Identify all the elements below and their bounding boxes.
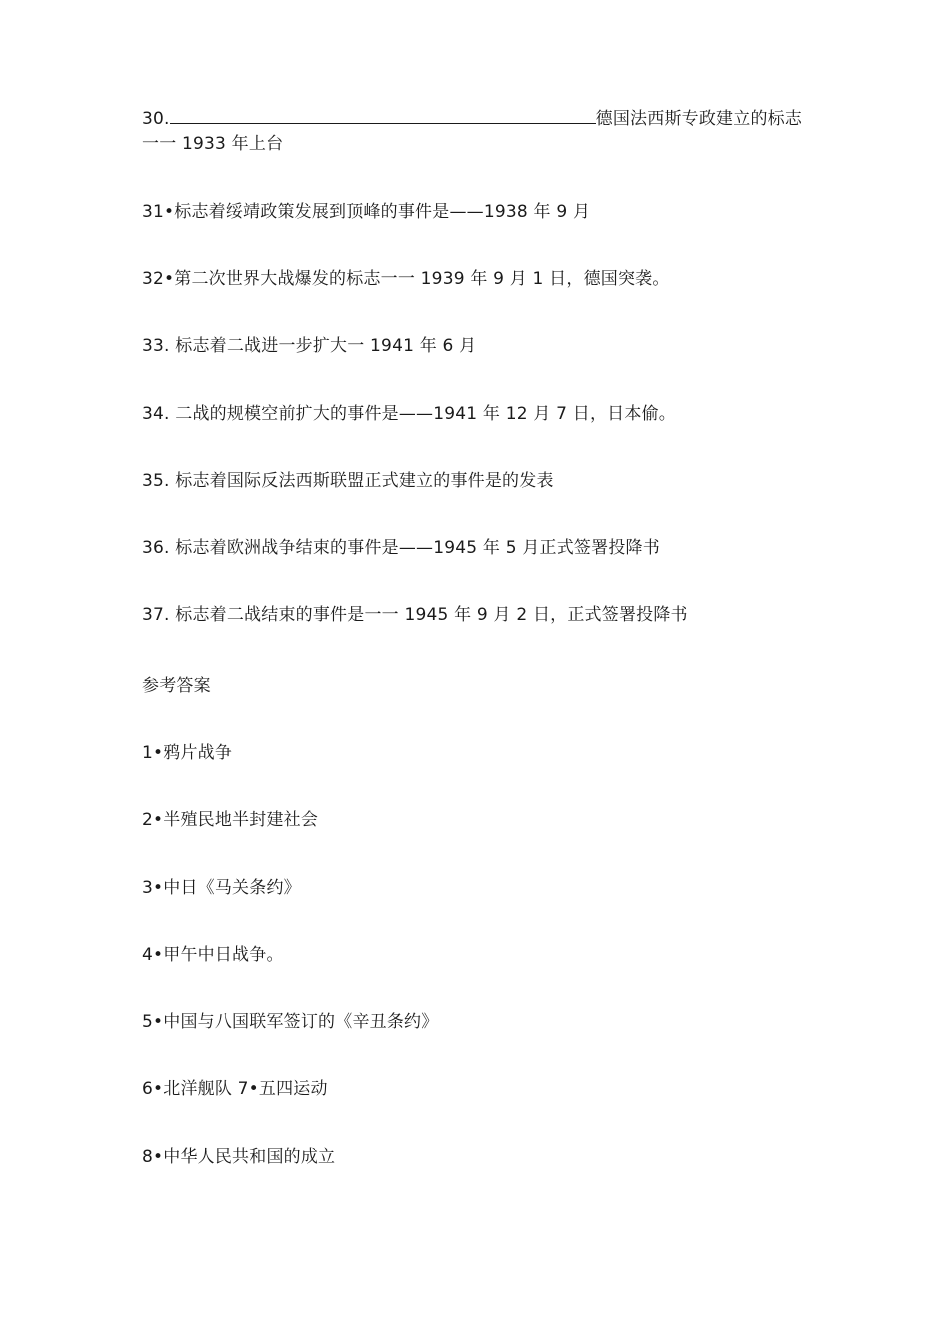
question-30-continuation: 一一 1933 年上台: [142, 134, 284, 154]
answer-item: 4•甲午中日战争。: [142, 945, 284, 965]
question-30-number: 30.: [142, 109, 170, 129]
answer-item: 3•中日《马关条约》: [142, 878, 301, 898]
question-31: 31•标志着绥靖政策发展到顶峰的事件是——1938 年 9 月: [142, 202, 591, 222]
question-35: 35. 标志着国际反法西斯联盟正式建立的事件是的发表: [142, 471, 554, 491]
question-37: 37. 标志着二战结束的事件是一一 1945 年 9 月 2 日，正式签署投降书: [142, 605, 688, 625]
fill-in-blank: [170, 104, 596, 124]
question-32: 32•第二次世界大战爆发的标志一一 1939 年 9 月 1 日，德国突袭。: [142, 269, 670, 289]
answer-item: 6•北洋舰队 7•五四运动: [142, 1079, 328, 1099]
question-30: [142, 104, 802, 132]
answer-item: 1•鸦片战争: [142, 743, 233, 763]
question-34: 34. 二战的规模空前扩大的事件是——1941 年 12 月 7 日，日本偷。: [142, 404, 676, 424]
question-36: 36. 标志着欧洲战争结束的事件是——1945 年 5 月正式签署投降书: [142, 538, 660, 558]
question-30-text: 德国法西斯专政建立的标志: [595, 109, 803, 129]
answer-item: 2•半殖民地半封建社会: [142, 810, 319, 830]
answer-item: 5•中国与八国联军签订的《辛丑条约》: [142, 1012, 439, 1032]
answer-item: 8•中华人民共和国的成立: [142, 1147, 336, 1167]
question-33: 33. 标志着二战进一步扩大一 1941 年 6 月: [142, 336, 477, 356]
answers-heading: 参考答案: [142, 676, 211, 696]
